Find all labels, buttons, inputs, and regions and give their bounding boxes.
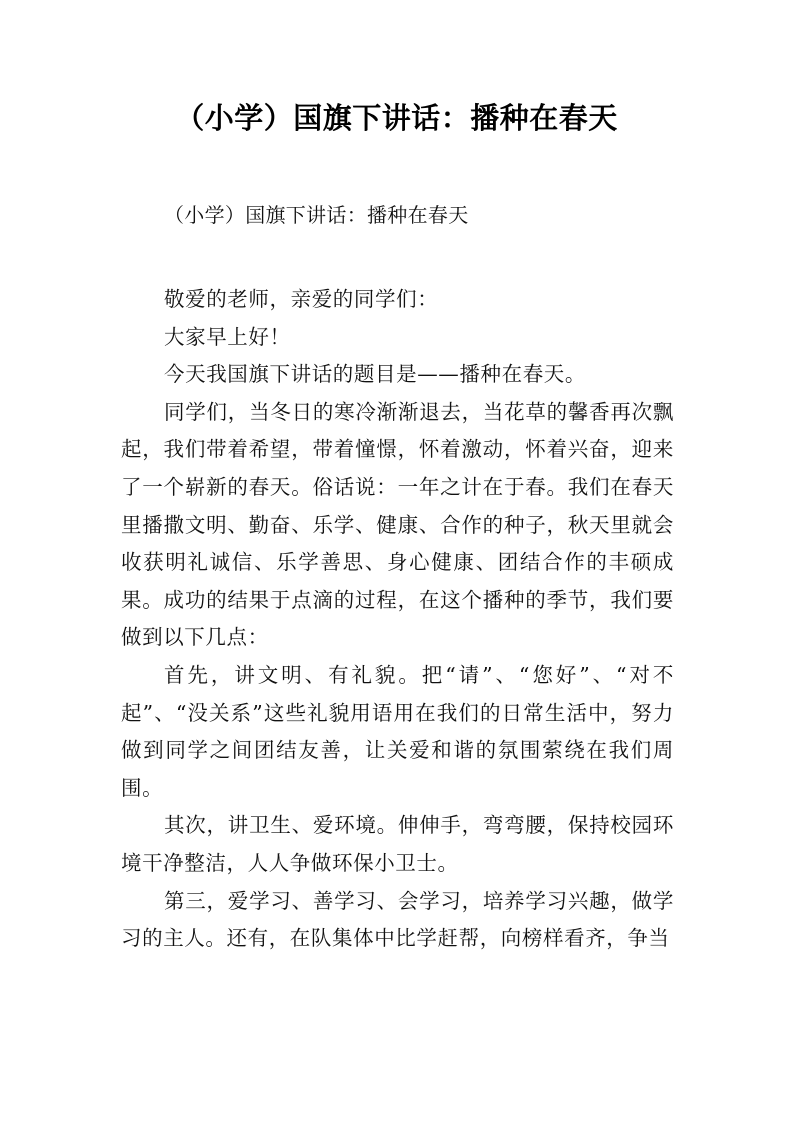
- paragraph-first-point: 首先，讲文明、有礼貌。把“请”、“您好”、“对不起”、“没关系”这些礼貌用语用在我们的日常生活中，努力做到同学之间团结友善，让关爱和谐的氛围萦绕在我们周围。: [121, 662, 674, 800]
- paragraph-intro: 同学们，当冬日的寒冷渐渐退去，当花草的馨香再次飘起，我们带着希望，带着憧憬，怀着激动，怀着兴奋，迎来了一个崭新的春天。俗话说：一年之计在于春。我们在春天里播撒文明、勤奋、乐学、健康、合作的种子，秋天里就会收获明礼诚信、乐学善思、身心健康、团结合作的丰硕成果。成功的结果于点滴的过程，在这个播种的季节，我们要做到以下几点：: [121, 399, 674, 650]
- paragraph-third-point: 第三，爱学习、善学习、会学习，培养学习兴趣，做学习的主人。还有，在队集体中比学赶帮，向榜样看齐，争当: [121, 888, 674, 951]
- topic-line: 今天我国旗下讲话的题目是——播种在春天。: [164, 362, 586, 387]
- paragraph-second-point: 其次，讲卫生、爱环境。伸伸手，弯弯腰，保持校园环境干净整洁，人人争做环保小卫士。: [121, 813, 674, 875]
- salutation: 敬爱的老师，亲爱的同学们：: [164, 287, 439, 311]
- document-subtitle: （小学）国旗下讲话：播种在春天: [164, 203, 469, 227]
- greeting: 大家早上好！: [164, 324, 291, 349]
- document-title: （小学）国旗下讲话：播种在春天: [175, 101, 618, 135]
- document-body: [121, 281, 674, 958]
